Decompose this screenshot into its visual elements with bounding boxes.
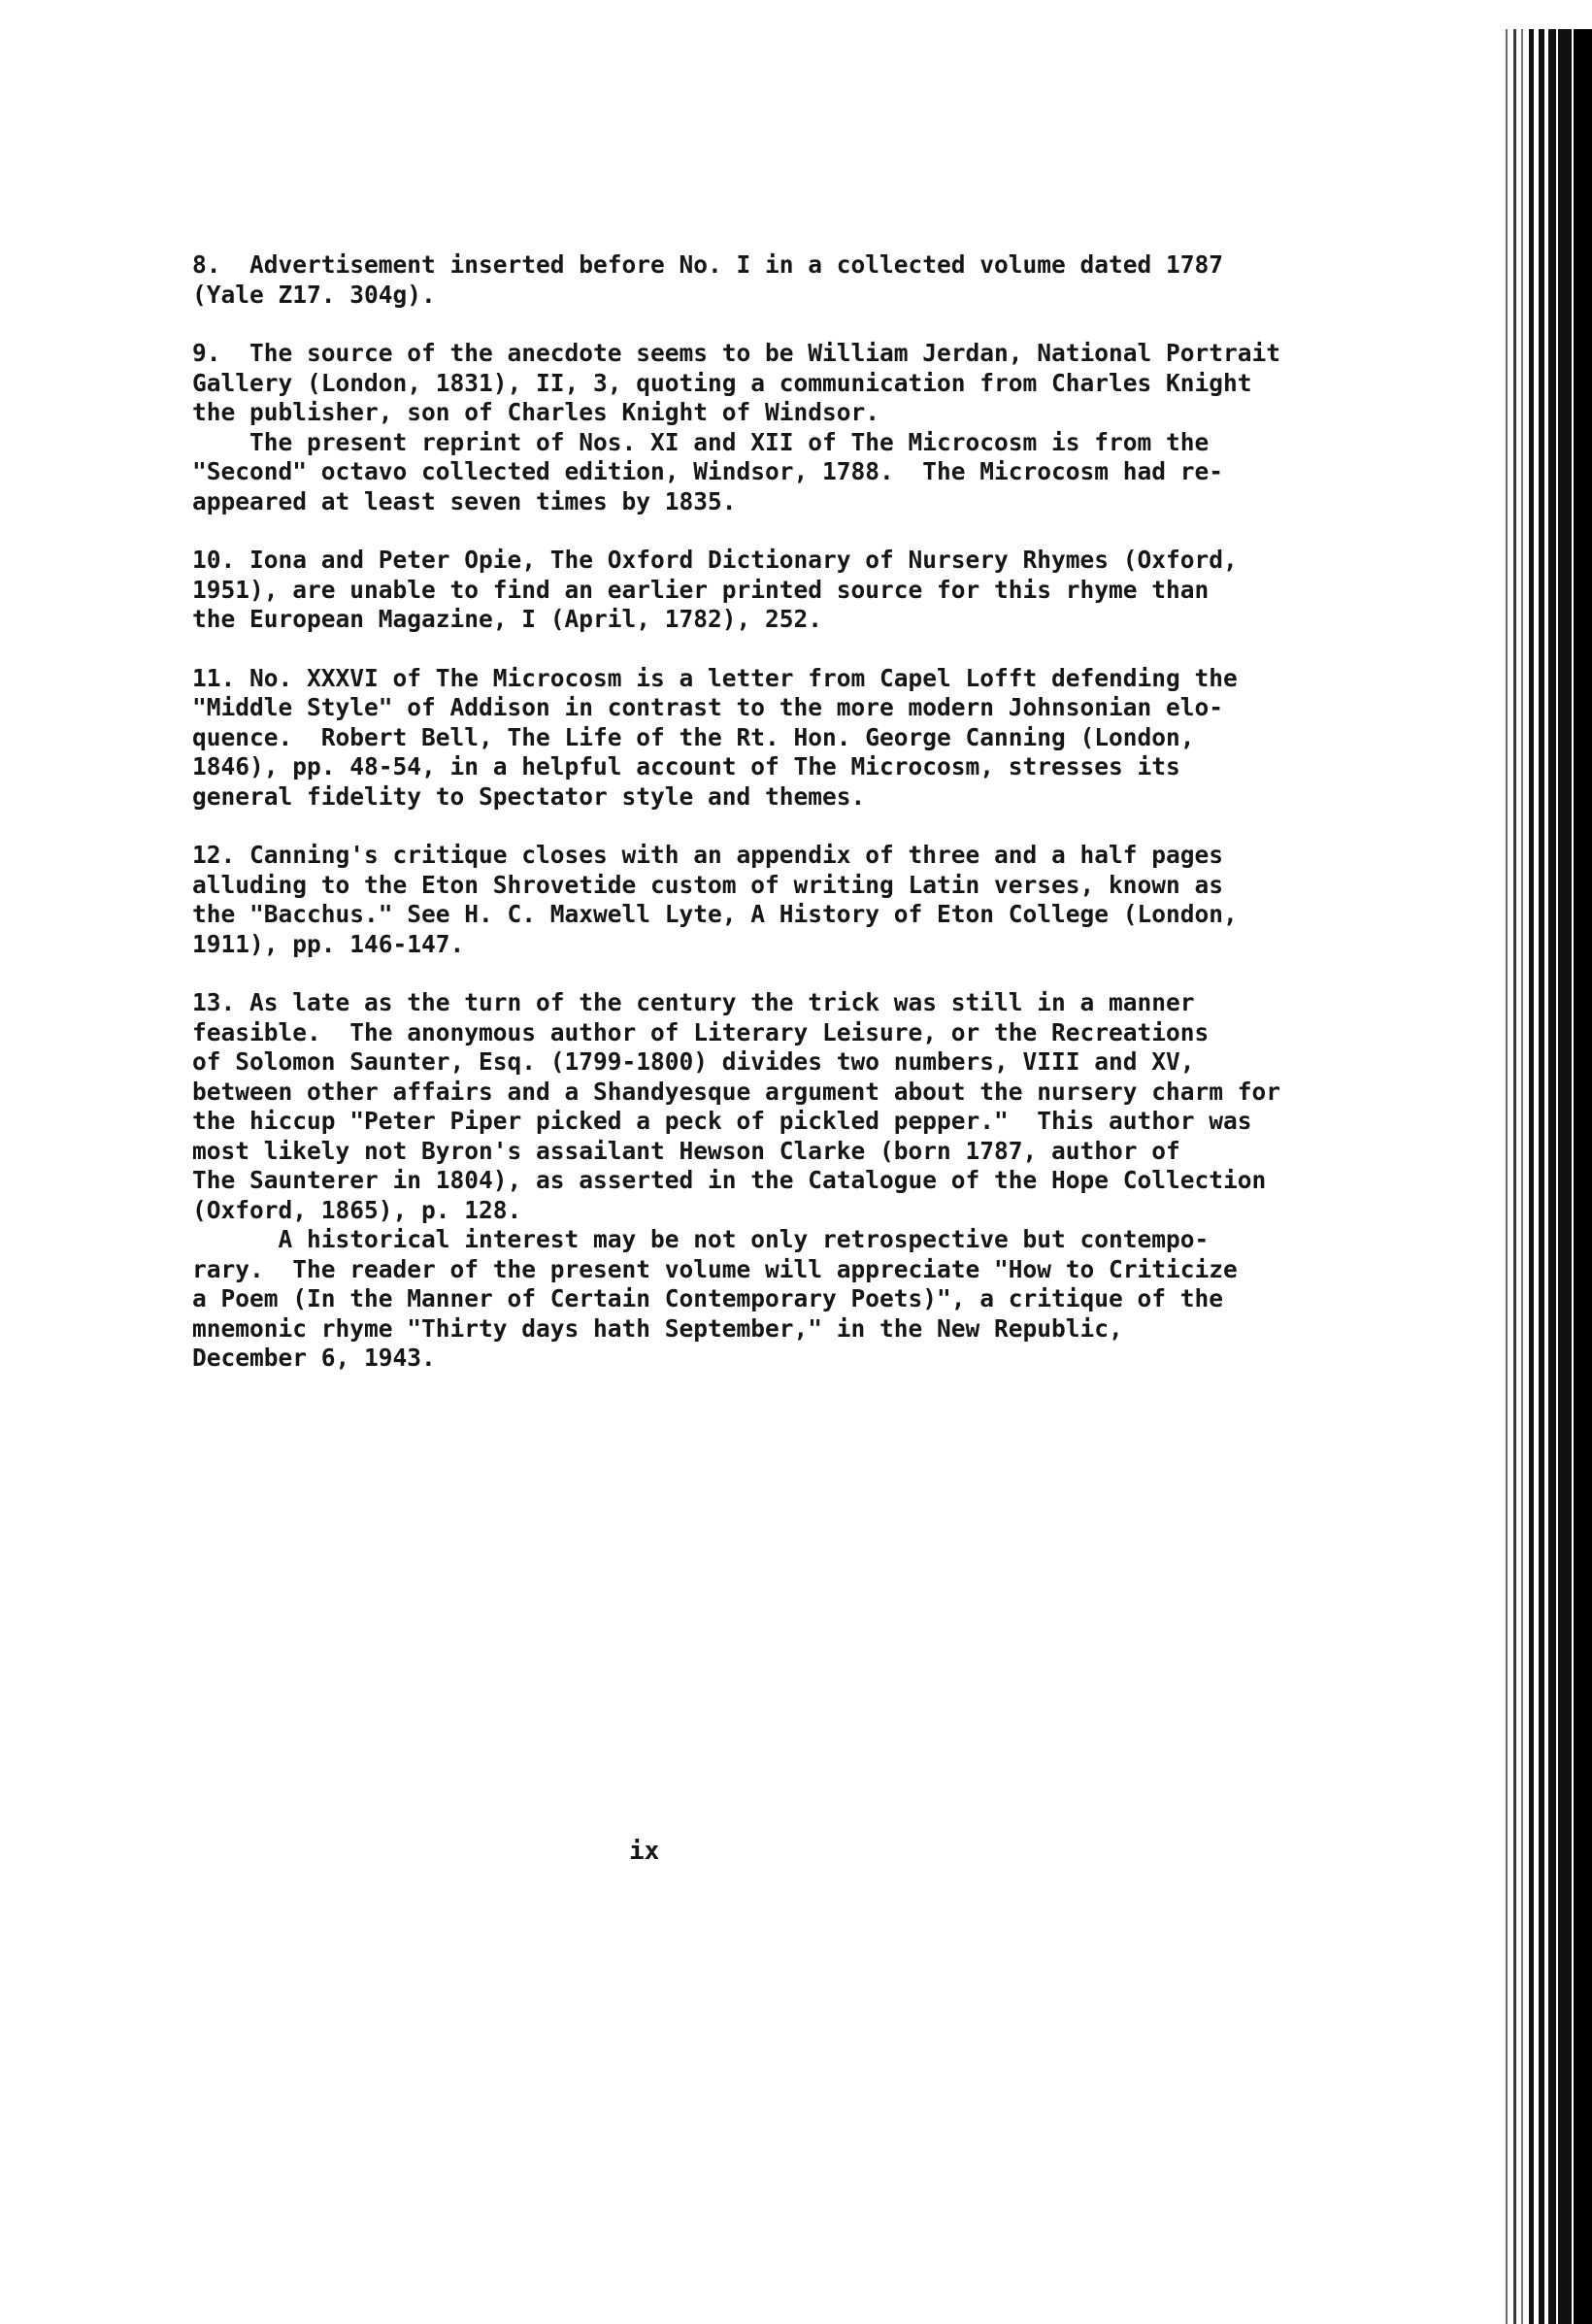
note-line: December 6, 1943. bbox=[192, 1344, 436, 1372]
note-10 bbox=[192, 546, 1309, 635]
note-line: most likely not Byron's assailant Hewson Clarke (born 1787, author of bbox=[192, 1136, 1180, 1165]
edge-line bbox=[1548, 29, 1556, 2324]
note-line: the European Magazine, I (April, 1782), 252. bbox=[192, 605, 823, 633]
note-line: "Second" octavo collected edition, Windsor, 1788. The Microcosm had re- bbox=[192, 457, 1224, 485]
note-line: alluding to the Eton Shrovetide custom of writing Latin verses, known as bbox=[192, 870, 1224, 899]
note-line: between other affairs and a Shandyesque argument about the nursery charm for bbox=[192, 1077, 1281, 1106]
note-line: appeared at least seven times by 1835. bbox=[192, 486, 737, 515]
note-line: "Middle Style" of Addison in contrast to the more modern Johnsonian elo- bbox=[192, 693, 1224, 721]
page-number: ix bbox=[629, 1837, 660, 1866]
note-line: (Yale Z17. 304g). bbox=[192, 280, 436, 309]
note-line: of Solomon Saunter, Esq. (1799-1800) divides two numbers, VIII and XV, bbox=[192, 1047, 1195, 1076]
note-12 bbox=[192, 841, 1309, 959]
note-11 bbox=[192, 664, 1309, 813]
note-line: 1846), pp. 48-54, in a helpful account of The Microcosm, stresses its bbox=[192, 752, 1180, 780]
note-line: Gallery (London, 1831), II, 3, quoting a communication from Charles Knight bbox=[192, 368, 1252, 397]
note-13 bbox=[192, 988, 1309, 1374]
note-line: 13. As late as the turn of the century the trick was still in a manner bbox=[192, 988, 1195, 1016]
note-line: The present reprint of Nos. XI and XII of The Microcosm is from the bbox=[192, 427, 1210, 456]
footnotes bbox=[192, 250, 1309, 1403]
note-line: 8. Advertisement inserted before No. I in a collected volume dated 1787 bbox=[192, 250, 1224, 279]
note-line: the publisher, son of Charles Knight of Windsor. bbox=[192, 398, 880, 426]
edge-line bbox=[1513, 29, 1516, 2324]
note-line: A historical interest may be not only retrospective but contempo- bbox=[192, 1225, 1210, 1253]
note-line: 12. Canning's critique closes with an appendix of three and a half pages bbox=[192, 841, 1224, 869]
binding-edge bbox=[1500, 29, 1592, 2324]
note-line: (Oxford, 1865), p. 128. bbox=[192, 1195, 522, 1224]
edge-line bbox=[1539, 29, 1544, 2324]
note-line: mnemonic rhyme "Thirty days hath September," in the New Republic, bbox=[192, 1313, 1123, 1343]
note-line: a Poem (In the Manner of Certain Contemporary Poets)", a critique of the bbox=[192, 1284, 1224, 1312]
note-line: rary. The reader of the present volume will appreciate "How to Criticize bbox=[192, 1254, 1238, 1283]
note-line: 10. Iona and Peter Opie, The Oxford Dictionary of Nursery Rhymes (Oxford, bbox=[192, 546, 1238, 574]
edge-line bbox=[1574, 29, 1592, 2324]
note-line: 11. No. XXXVI of The Microcosm is a letter from Capel Lofft defending the bbox=[192, 663, 1238, 692]
edge-line bbox=[1521, 29, 1523, 2324]
note-line: feasible. The anonymous author of Literary Leisure, or the Recreations bbox=[192, 1017, 1210, 1046]
note-line: the hiccup "Peter Piper picked a peck of pickled pepper." This author was bbox=[192, 1107, 1252, 1135]
note-line: the "Bacchus." See H. C. Maxwell Lyte, A History of Eton College (London, bbox=[192, 900, 1238, 928]
note-8 bbox=[192, 250, 1309, 310]
edge-line bbox=[1529, 29, 1534, 2324]
note-line: general fidelity to Spectator style and themes. bbox=[192, 781, 866, 811]
note-line: The Saunterer in 1804), as asserted in the Catalogue of the Hope Collection bbox=[192, 1166, 1267, 1194]
edge-line bbox=[1506, 29, 1508, 2324]
note-line: 1911), pp. 146-147. bbox=[192, 929, 465, 958]
edge-line bbox=[1558, 29, 1572, 2324]
note-line: quence. Robert Bell, The Life of the Rt. Hon. George Canning (London, bbox=[192, 722, 1195, 751]
note-line: 9. The source of the anecdote seems to be William Jerdan, National Portrait bbox=[192, 339, 1281, 367]
note-line: 1951), are unable to find an earlier printed source for this rhyme than bbox=[192, 575, 1210, 604]
note-9 bbox=[192, 339, 1309, 516]
